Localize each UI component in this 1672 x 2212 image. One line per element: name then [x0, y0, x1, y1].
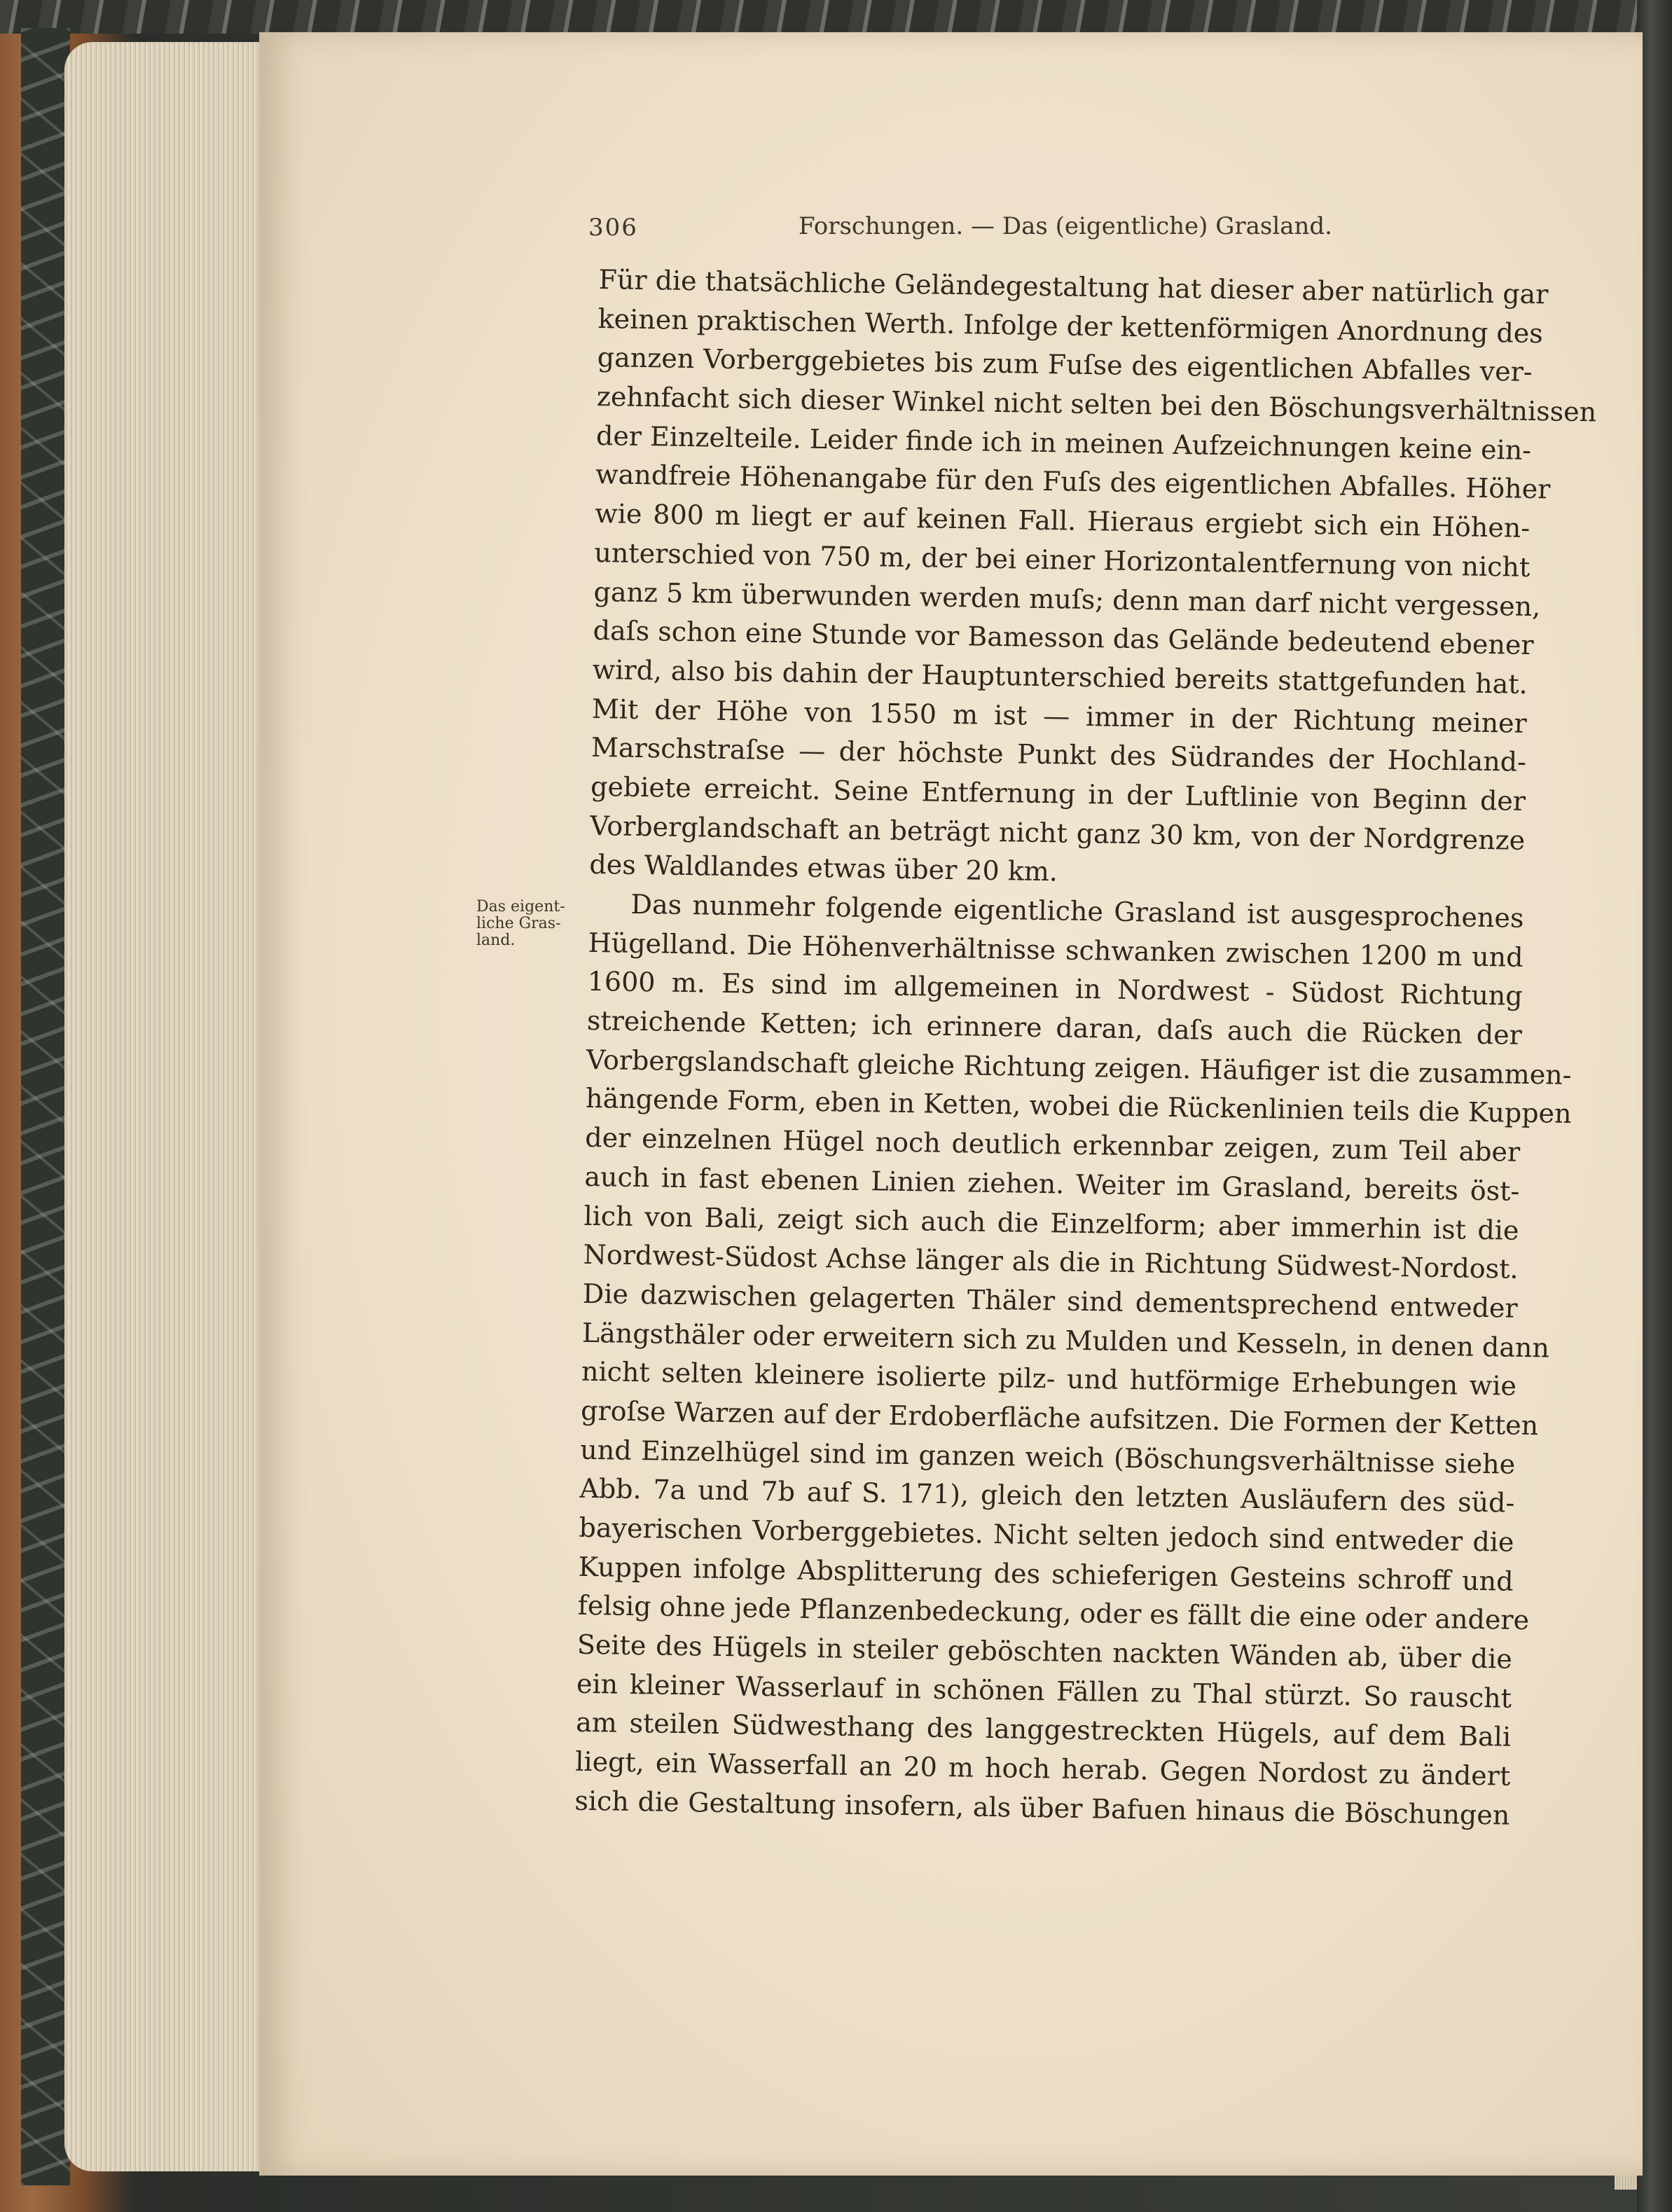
text-line: Mit der Höhe von 1550 m ist — immer in der Richtung meiner [591, 693, 1528, 739]
text-line: 1600 m. Es sind im allgemeinen in Nordwest - Südost Richtung [587, 966, 1524, 1012]
text-line: der Einzelteile. Leider finde ich in meinen Aufzeichnungen keine ein- [595, 420, 1532, 466]
text-line: Längsthäler oder erweitern sich zu Mulden und Kesseln, in denen dann [581, 1317, 1550, 1364]
text-line: felsig ohne jede Pflanzenbedeckung, oder es fällt die eine oder andere [577, 1590, 1530, 1636]
text-line: groſse Warzen auf der Erdoberfläche aufsitzen. Die Formen der Ketten [580, 1395, 1539, 1442]
text-line: sich die Gestaltung insofern, als über Bafuen hinaus die Böschungen [574, 1785, 1510, 1831]
text-line: am steilen Südwesthang des langgestreckten Hügels, auf dem Bali [575, 1707, 1512, 1753]
text-line: Hügelland. Die Höhenverhältnisse schwanken zwischen 1200 m und [588, 927, 1524, 973]
text-line: und Einzelhügel sind im ganzen weich (Böschungsverhältnisse siehe [579, 1434, 1516, 1480]
text-line: wie 800 m liegt er auf keinen Fall. Hieraus ergiebt sich ein Höhen- [594, 498, 1531, 544]
text-line: Das nunmehr folgende eigentliche Grasland ist ausgesprochenes [630, 888, 1524, 934]
body-text [574, 261, 1597, 1835]
text-line: unterschied von 750 m, der bei einer Horizontalentfernung von nicht [594, 537, 1531, 583]
text-line: hängende Form, eben in Ketten, wobei die Rückenlinien teils die Kuppen [585, 1083, 1572, 1130]
text-line: Vorbergslandschaft gleiche Richtung zeigen. Häufiger ist die zusammen- [586, 1044, 1572, 1091]
text-line: nicht selten kleinere isolierte pilz- und hutförmige Erhebungen wie [581, 1356, 1517, 1402]
page-header [588, 212, 1332, 256]
text-line: des Waldlandes etwas über 20 km. [589, 849, 1058, 887]
text-line: Abb. 7a und 7b auf S. 171), gleich den letzten Ausläufern des süd- [579, 1473, 1515, 1519]
text-line: Nordwest-Südost Achse länger als die in Richtung Südwest-Nordost. [583, 1239, 1519, 1285]
text-line: daſs schon eine Stunde vor Bamesson das Gelände bedeutend ebener [593, 615, 1534, 661]
text-line: auch in fast ebenen Linien ziehen. Weiter im Grasland, bereits öst- [584, 1161, 1520, 1207]
text-line: lich von Bali, zeigt sich auch die Einzelform; aber immerhin ist die [583, 1200, 1519, 1246]
text-line: Vorberglandschaft an beträgt nicht ganz 30 km, von der Nordgrenze [589, 810, 1526, 856]
text-line: gebiete erreicht. Seine Entfernung in der Luftlinie von Beginn der [590, 770, 1526, 817]
text-line: Seite des Hügels in steiler geböschten nackten Wänden ab, über die [576, 1629, 1513, 1675]
marbled-spine [21, 28, 70, 2185]
text-line: Die dazwischen gelagerten Thäler sind dementsprechend entweder [582, 1278, 1519, 1324]
margin-note-line: Das eigent- [476, 898, 565, 915]
text-line: wandfreie Höhenangabe für den Fuſs des eigentlichen Abfalles. Höher [595, 459, 1551, 505]
text-line: liegt, ein Wasserfall an 20 m hoch herab. Gegen Nordost zu ändert [574, 1746, 1511, 1792]
text-line: Für die thatsächliche Geländegestaltung hat dieser aber natürlich gar [598, 263, 1549, 310]
page-number: 306 [588, 214, 638, 242]
margin-note-line: land. [476, 932, 516, 949]
text-line: bayerischen Vorberggebietes. Nicht selten jedoch sind entweder die [579, 1512, 1514, 1558]
book-cover-top-edge [0, 0, 1672, 34]
text-line: zehnfacht sich dieser Winkel nicht selten bei den Böschungsverhältnissen [596, 381, 1597, 428]
text-line: ganz 5 km überwunden werden muſs; denn man darf nicht vergessen, [593, 576, 1541, 622]
text-line: Marschstraſse — der höchste Punkt des Südrandes der Hochland- [590, 732, 1527, 778]
text-line: der einzelnen Hügel noch deutlich erkennbar zeigen, zum Teil aber [584, 1121, 1521, 1168]
text-line: ganzen Vorberggebietes bis zum Fuſse des eigentlichen Abfalles ver- [597, 342, 1533, 388]
text-line: keinen praktischen Werth. Infolge der kettenförmigen Anordnung des [597, 303, 1544, 349]
margin-note [476, 899, 581, 949]
text-line: wird, also bis dahin der Hauptunterschied bereits stattgefunden hat. [592, 654, 1528, 700]
margin-note-line: liche Gras- [476, 915, 561, 932]
text-line: streichende Ketten; ich erinnere daran, daſs auch die Rücken der [586, 1004, 1523, 1051]
text-line: ein kleiner Wasserlauf in schönen Fällen zu Thal stürzt. So rauscht [576, 1668, 1512, 1714]
text-line: Kuppen infolge Absplitterung des schieferigen Gesteins schroff und [578, 1551, 1514, 1597]
running-head: Forschungen. — Das (eigentliche) Grasland. [799, 212, 1332, 240]
